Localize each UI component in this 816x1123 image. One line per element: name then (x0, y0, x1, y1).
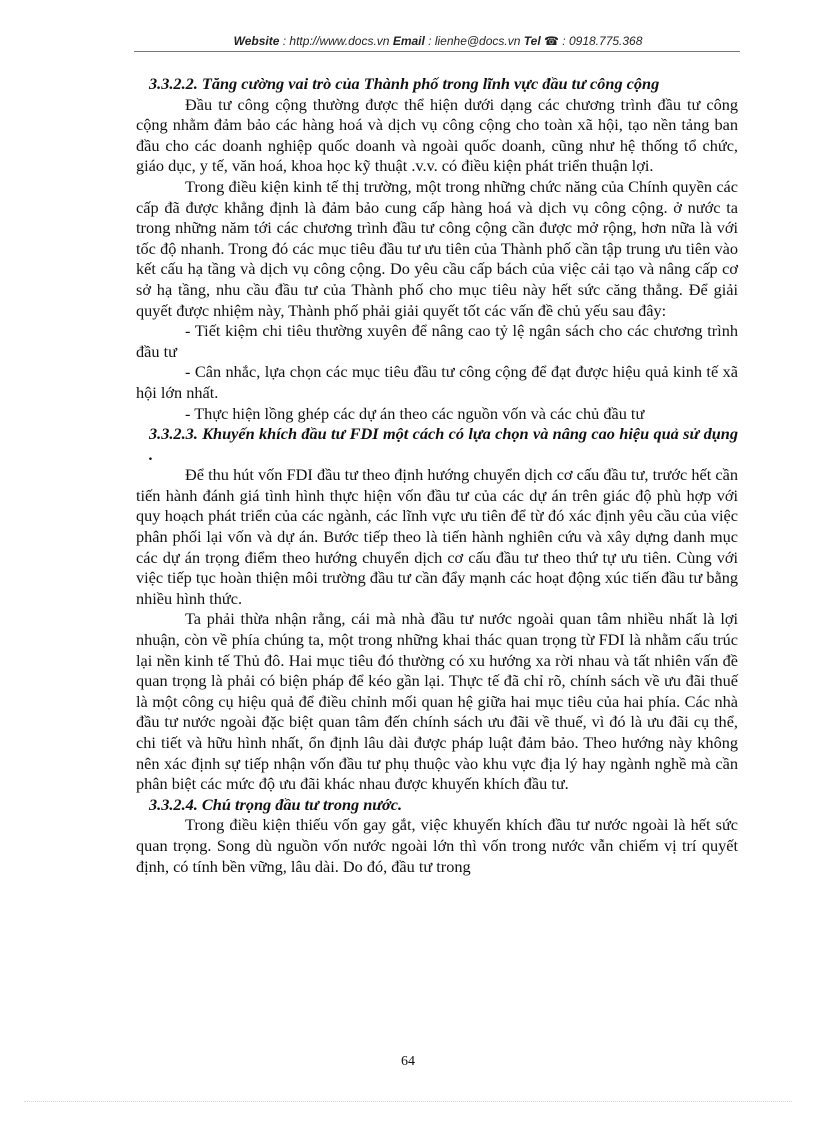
tel-value: 0918.775.368 (568, 34, 643, 48)
page-number: 64 (401, 1054, 415, 1069)
section-heading: 3.3.2.3. Khuyến khích đầu tư FDI một cách có lựa chọn và nâng cao hiệu quả sử dụng . (149, 424, 738, 464)
section-heading: 3.3.2.4. Chú trọng đầu tư trong nước. (149, 794, 403, 814)
bullet-item: - Tiết kiệm chi tiêu thường xuyên để nâng cao tỷ lệ ngân sách cho các chương trình đầu tư (136, 321, 738, 361)
paragraph: Ta phải thừa nhận rằng, cái mà nhà đầu tư nước ngoài quan tâm nhiều nhất là lợi nhuận, còn về phía chúng ta, một trong những khai thác quan trọng từ FDI là nhằm cấu trúc lại nền kinh tế Thủ đô. Hai mục tiêu đó thường có xu hướng xa rời nhau và tất nhiên vấn đề quan trọng là phải có biện pháp để kéo gần lại. Thực tế đã chỉ rõ, chính sách về ưu đãi thuế là một công cụ hiệu quả để điều chỉnh mối quan hệ giữa hai mục tiêu của hai phía. Các nhà đầu tư nước ngoài đặc biệt quan tâm đến chính sách ưu đãi về thuế, vì đó là ưu đãi cụ thể, chi tiết và hữu hình nhất, ổn định lâu dài được pháp luật đảm bảo. Theo hướng này không nên xác định sự tiếp nhận vốn đầu tư phụ thuộc vào khu vực địa lý hay ngành nghề mà cần phân biệt các mức độ ưu đãi khác nhau được khuyến khích đầu tư. (136, 609, 738, 794)
paragraph: Trong điều kiện thiếu vốn gay gắt, việc khuyến khích đầu tư nước ngoài là hết sức quan trọng. Song dù nguồn vốn nước ngoài lớn thì vốn trong nước vẫn chiếm vị trí quyết định, có tính bền vững, lâu dài. Do đó, đầu tư trong (136, 815, 738, 876)
website-label: Website (233, 34, 280, 48)
footer-divider (24, 1101, 792, 1102)
page-header: Website : http://www.docs.vn Email : lienhe@docs.vn Tel ☎ : 0918.775.368 (233, 34, 643, 48)
paragraph: Để thu hút vốn FDI đầu tư theo định hướng chuyển dịch cơ cấu đầu tư, trước hết cần tiến hành đánh giá tình hình thực hiện vốn đầu tư của các dự án trên giác độ phù hợp với quy hoạch phát triển của các ngành, các lĩnh vực ưu tiên để từ đó xác định yêu cầu của việc phân phối lại vốn và dự án. Bước tiếp theo là tiến hành nghiên cứu và xây dựng danh mục các dự án trọng điểm theo hướng chuyển dịch cơ cấu đầu tư theo thứ tự ưu tiên. Cùng với việc tiếp tục hoàn thiện môi trường đầu tư cần đẩy mạnh các hoạt động xúc tiến đầu tư bằng nhiều hình thức. (136, 465, 738, 608)
document-body (136, 74, 738, 877)
header-divider (134, 51, 740, 52)
paragraph: Trong điều kiện kinh tế thị trường, một trong những chức năng của Chính quyền các cấp đã được khẳng định là đảm bảo cung cấp hàng hoá và dịch vụ công cộng. ở nước ta trong những năm tới các chương trình đầu tư công cộng cần được mở rộng, hơn nữa là với tốc độ nhanh. Trong đó các mục tiêu đầu tư ưu tiên của Thành phố cần tập trung ưu tiên vào kết cấu hạ tầng và dịch vụ công cộng. Do yêu cầu cấp bách của việc cải tạo và nâng cấp cơ sở hạ tầng, nhu cầu đầu tư của Thành phố cho mục tiêu này hết sức căng thẳng. Để giải quyết được nhiệm này, Thành phố phải giải quyết tốt các vấn đề chủ yếu sau đây: (136, 176, 738, 320)
section-heading: 3.3.2.2. Tăng cường vai trò của Thành phố trong lĩnh vực đầu tư công cộng (149, 74, 660, 93)
paragraph: Đầu tư công cộng thường được thể hiện dưới dạng các chương trình đầu tư công cộng nhằm đảm bảo các hàng hoá và dịch vụ công cộng cho toàn xã hội, tạo nền tảng ban đầu cho các doanh nghiệp quốc doanh và ngoài quốc doanh, cũng như hệ thống tổ chức, giáo dục, y tế, văn hoá, khoa học kỹ thuật .v.v. có điều kiện phát triển thuận lợi. (136, 94, 738, 176)
phone-icon: ☎ (544, 34, 559, 48)
email-value[interactable]: lienhe@docs.vn (434, 34, 521, 48)
bullet-item: - Cân nhắc, lựa chọn các mục tiêu đầu tư công cộng để đạt được hiệu quả kinh tế xã hội lớn nhất. (136, 362, 738, 402)
email-label: Email (392, 34, 425, 48)
bullet-item: - Thực hiện lồng ghép các dự án theo các nguồn vốn và các chủ đầu tư (185, 403, 645, 423)
website-url[interactable]: http://www.docs.vn (289, 34, 390, 48)
tel-label: Tel (523, 34, 541, 48)
